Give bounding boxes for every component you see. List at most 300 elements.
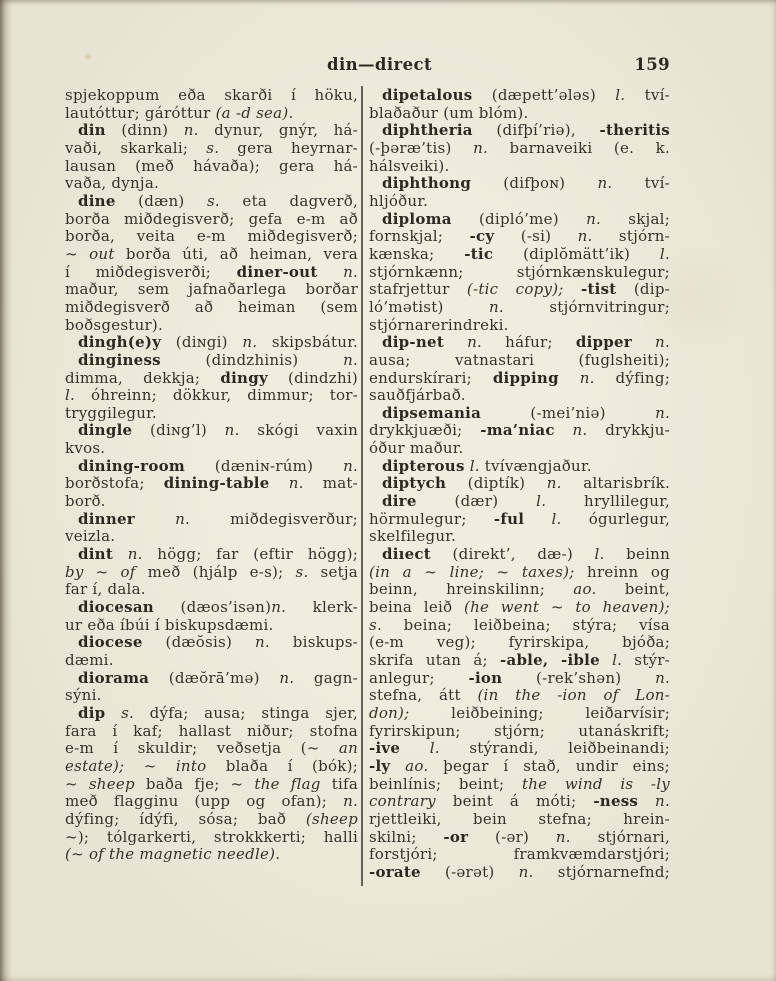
entry-text: biskups- [269, 633, 359, 652]
headword-text: diploma [382, 209, 452, 228]
entry-text: ausa; vatnastari (fuglsheiti); [369, 350, 670, 369]
text-line [65, 228, 358, 246]
headword-text: dining-room [78, 456, 185, 475]
entry-text: n. [343, 792, 358, 811]
entry-text: óhreinn; dökkur, dimmur; tor- [75, 386, 358, 405]
entry-text: sheep [88, 774, 135, 793]
entry-text: l. [469, 456, 480, 475]
text-line [65, 105, 358, 123]
entry-text [638, 792, 655, 810]
entry-text: n. [555, 827, 571, 846]
text-line [65, 617, 358, 635]
entry-text: out [89, 244, 115, 263]
entry-text: n. [242, 333, 258, 352]
headword-text: -cy [469, 227, 495, 246]
headword-text: diphthong [382, 174, 472, 193]
entry-text: (-ər) [468, 827, 556, 846]
dictionary-entry [65, 422, 358, 457]
entry-text: ~ [83, 562, 121, 581]
entry-text: stjórnvitringur; [503, 297, 671, 316]
page-header [65, 55, 670, 75]
entry-text: drykkjuæði; [369, 421, 481, 440]
entry-text: stjórnarnefnd; [533, 862, 670, 881]
text-line [65, 158, 358, 176]
dictionary-entry [65, 87, 358, 122]
entry-text: (difþí’riə), [472, 121, 600, 140]
dictionary-entry [369, 475, 670, 493]
text-line [369, 370, 670, 388]
entry-text: vaða, dynja. [65, 174, 160, 193]
dictionary-entry [369, 334, 670, 405]
headword-text: -orate [369, 862, 421, 881]
entry-text: beinlínis; beint; [369, 774, 522, 793]
text-line [65, 175, 358, 193]
entry-text: gera heyrnar- [219, 138, 358, 157]
entry-text: kænska; [369, 244, 465, 263]
entry-text: n. [473, 138, 489, 157]
entry-text: the flag [254, 774, 321, 793]
entry-text: (sheep [305, 809, 358, 828]
entry-text: ~ [65, 774, 89, 793]
entry-text: eta dagverð, [219, 191, 358, 210]
entry-text: l. [65, 386, 76, 405]
entry-text: n. [586, 209, 602, 228]
headword-text: diptych [382, 474, 447, 493]
entry-text: með (hjálp e-s); [135, 562, 296, 581]
entry-text: fara í kaf; hallast niður; stofna [65, 721, 358, 740]
entry-text: of [120, 562, 136, 581]
text-line [65, 652, 358, 670]
entry-text [600, 651, 612, 669]
entry-text: endurskírari; [369, 368, 493, 387]
entry-text: (diptík) [446, 474, 547, 493]
entry-text: hryllilegur, [546, 492, 670, 511]
text-line [369, 281, 670, 299]
text-line [369, 634, 670, 652]
entry-text [135, 510, 175, 528]
headword-text: -ive [369, 739, 401, 758]
entry-text: (dæpett’ələs) [472, 86, 616, 104]
text-line [65, 740, 358, 758]
text-line [369, 740, 670, 758]
text-line [369, 528, 670, 546]
text-line [65, 140, 358, 158]
dictionary-entry [65, 599, 358, 634]
text-line [65, 829, 358, 847]
entry-text: beint á móti; [435, 792, 594, 811]
entry-text: baða fje; ~ [134, 774, 255, 793]
text-line [369, 864, 670, 882]
entry-text: (-ərət) [420, 862, 519, 881]
text-line [369, 387, 670, 405]
text-line [65, 122, 358, 140]
text-line [369, 264, 670, 282]
text-line [65, 458, 358, 476]
entry-text: tví- [625, 86, 671, 104]
dictionary-entry [369, 458, 670, 476]
entry-text: ao. [573, 580, 597, 599]
entry-text: n. [288, 474, 304, 493]
text-line [369, 511, 670, 529]
entry-text: skjal; [601, 209, 670, 228]
headword-text: dipper [575, 333, 632, 352]
dictionary-entry [65, 546, 358, 599]
entry-text: kvos. [65, 439, 106, 458]
text-line [65, 264, 358, 282]
running-head-title: din—direct [327, 55, 432, 74]
dictionary-entry [65, 634, 358, 669]
dictionary-entry [65, 705, 358, 864]
entry-text: l. [536, 492, 547, 511]
entry-text [318, 263, 344, 281]
entry-text: ~ [124, 756, 176, 775]
text-line [369, 829, 670, 847]
dictionary-entry [369, 546, 670, 881]
headword-text: dingh(e)y [78, 333, 162, 352]
entry-text: contrary [369, 792, 436, 811]
entry-text: far í, dala. [65, 580, 146, 599]
text-line [369, 105, 670, 123]
headword-text: din [78, 121, 106, 140]
headword-text: -able, -ible [500, 651, 600, 669]
entry-text: n. [518, 862, 534, 881]
entry-text: e-m í skuldir; veðsetja (~ [65, 739, 339, 758]
text-line [369, 158, 670, 176]
headword-text: diocese [78, 633, 143, 652]
entry-text: fornskjal; [369, 227, 470, 246]
text-line [65, 317, 358, 335]
entry-text: drykkju- [587, 421, 670, 440]
entry-text: skilni; [369, 827, 444, 846]
entry-text: sýni. [65, 686, 102, 705]
text-line [369, 140, 670, 158]
text-line [369, 475, 670, 493]
page-edge-shadow [0, 0, 13, 981]
text-line [65, 670, 358, 688]
dictionary-entry [369, 87, 670, 122]
dictionary-entry [369, 175, 670, 210]
entry-text: n. [271, 598, 287, 617]
headword-text: dingy [220, 368, 268, 387]
entry-text: (dipló’me) [451, 209, 587, 228]
entry-text: s. [206, 138, 220, 157]
entry-text: dynur, gnýr, há- [198, 121, 358, 140]
text-line [369, 440, 670, 458]
entry-text: n. [343, 350, 358, 369]
text-line [65, 811, 358, 829]
text-line [65, 405, 358, 423]
text-line [369, 687, 670, 705]
dictionary-entry [65, 122, 358, 193]
text-line [65, 528, 358, 546]
entry-text [400, 739, 430, 757]
left-column [65, 87, 358, 864]
text-line [65, 776, 358, 794]
entry-text: með flagginu (upp og ofan); [65, 792, 344, 811]
headword-text: -ma’niac [480, 421, 555, 440]
entry-text: miðdegisverð að heiman (sem [65, 297, 358, 316]
entry-text: stýr- [622, 651, 670, 669]
entry-text [390, 757, 405, 775]
text-line [65, 581, 358, 599]
entry-text: skelfilegur. [369, 527, 457, 546]
entry-text: hljóður. [369, 191, 429, 210]
headword-text: dinginess [78, 350, 161, 369]
entry-text: dýfa; ausa; stinga sjer, [134, 703, 358, 722]
dictionary-entry [369, 493, 670, 546]
entry-text: stjórnari, [570, 827, 671, 846]
text-line [65, 387, 358, 405]
entry-text: n. [655, 403, 670, 422]
entry-text: l. [612, 651, 623, 669]
text-line [65, 705, 358, 723]
text-line [369, 458, 670, 476]
headword-text: diphtheria [382, 121, 473, 140]
entry-text: altarisbrík. [561, 474, 670, 493]
entry-text: stafrjettur [369, 280, 467, 299]
entry-text: dimma, dekkja; [65, 368, 221, 387]
entry-text: hörmulegur; [369, 509, 494, 528]
dictionary-entry [65, 458, 358, 511]
entry-text: lautóttur; gáróttur [65, 103, 216, 122]
text-line [65, 846, 358, 864]
dictionary-entry [369, 211, 670, 335]
text-line [369, 723, 670, 741]
entry-text: hreinn og [574, 562, 671, 581]
entry-text: (he went ~ to heaven); [463, 598, 670, 617]
entry-text: (-rek’shən) [502, 668, 656, 687]
headword-text: -tic [464, 244, 494, 263]
page-number: 159 [634, 55, 670, 74]
entry-text: borðstofa; [65, 474, 164, 493]
entry-text: sauðfjárbað. [369, 386, 466, 405]
entry-text: veizla. [65, 527, 116, 546]
entry-text: n. [467, 333, 483, 352]
entry-text: borð. [65, 492, 106, 511]
entry-text: n. [546, 474, 562, 493]
entry-text: tifa [320, 774, 359, 793]
entry-text: (dæn) [115, 191, 207, 210]
entry-text: an [338, 739, 358, 758]
entry-text: vaði, skarkali; [65, 138, 207, 157]
entry-text: (in the -ion of Lon- [477, 686, 670, 705]
entry-text: borða úti, að heiman, vera [114, 244, 358, 263]
entry-text: n. [655, 668, 670, 687]
text-line [65, 422, 358, 440]
entry-text: borða miðdegisverð; gefa e-m að [65, 209, 358, 228]
headword-text: diner-out [236, 262, 318, 281]
text-line [369, 352, 670, 370]
text-line [369, 422, 670, 440]
entry-text: fyrirskipun; stjórn; utanáskrift; [369, 721, 670, 740]
entry-text: miðdegisverður; [190, 509, 358, 528]
entry-text: (dip- [616, 280, 670, 299]
headword-text: diorama [78, 668, 150, 687]
text-line [369, 776, 670, 794]
entry-text: beinn, hreinskilinn; [369, 580, 574, 599]
entry-text: tvívængjaður. [479, 456, 592, 475]
text-line [65, 493, 358, 511]
entry-text: n. [597, 174, 613, 193]
entry-text: into [175, 756, 207, 775]
entry-text: forstjóri; framkvæmdarstjóri; [369, 845, 670, 864]
entry-text: ógurlegur, [561, 509, 670, 528]
entry-text: (diɴg’l) [132, 421, 225, 440]
text-line [65, 352, 358, 370]
entry-text: s. [295, 562, 309, 581]
text-line [369, 299, 670, 317]
entry-text: (-si) [494, 227, 578, 246]
text-line [369, 317, 670, 335]
text-line [65, 370, 358, 388]
text-line [369, 846, 670, 864]
entry-text: dýfing; [594, 368, 670, 387]
headword-text: dipetalous [382, 86, 473, 104]
text-line [369, 581, 670, 599]
entry-text: (direkt’, dæ-) [431, 545, 595, 564]
entry-text: by [65, 562, 84, 581]
text-line [369, 246, 670, 264]
text-line [65, 564, 358, 582]
entry-text: rjettleiki, bein stefna; hrein- [369, 809, 670, 828]
text-line [369, 211, 670, 229]
entry-text: klerk- [286, 598, 358, 617]
text-line [369, 670, 670, 688]
text-line [369, 175, 670, 193]
entry-text: n. [577, 227, 593, 246]
entry-text: s. [206, 191, 220, 210]
text-line [65, 193, 358, 211]
entry-text: (dær) [416, 492, 537, 511]
entry-text: n. [572, 421, 588, 440]
text-line [65, 87, 358, 105]
entry-text: (-tic copy); [466, 280, 564, 299]
headword-text: dint [78, 545, 114, 564]
entry-text: (dæos’isən) [153, 598, 272, 617]
text-line [65, 475, 358, 493]
headword-text: -tist [580, 280, 617, 299]
entry-text: l. [594, 545, 605, 564]
entry-text: tryggilegur. [65, 403, 157, 422]
entry-text: beina; leiðbeina; stýra; vísa [381, 615, 670, 634]
entry-text: högg; far (eftir högg); [142, 545, 358, 564]
headword-text: -ly [369, 756, 391, 775]
entry-text: (dæniɴ-rúm) [184, 456, 344, 475]
entry-text: l. [659, 244, 670, 263]
entry-text: (dinn) [105, 121, 184, 140]
entry-text [564, 280, 581, 298]
entry-text: í miðdegisverði; [65, 262, 237, 281]
text-line [369, 811, 670, 829]
entry-text: l. [429, 739, 440, 758]
text-line [369, 705, 670, 723]
entry-text: stefna, átt [369, 686, 478, 705]
entry-text: n. [254, 633, 270, 652]
entry-text: maður, sem jafnaðarlega borðar [65, 280, 358, 299]
entry-text: borða, veita e-m miðdegisverð; [65, 227, 358, 246]
text-line [369, 405, 670, 423]
text-line [65, 511, 358, 529]
entry-text: blaðaður (um blóm). [369, 103, 529, 122]
text-line [65, 246, 358, 264]
entry-text [105, 704, 121, 722]
entry-text: hálsveiki). [369, 156, 450, 175]
headword-text: dipterous [382, 456, 465, 475]
entry-text: (dindzhi) [267, 368, 359, 387]
entry-text: háfur; [482, 333, 576, 352]
headword-text: dinner [78, 509, 135, 528]
text-line [65, 211, 358, 229]
entry-text: the wind is -ly [521, 774, 670, 793]
entry-text: skrifa utan á; [369, 651, 500, 669]
entry-text: n. [655, 333, 670, 352]
text-line [65, 440, 358, 458]
entry-text: (e-m veg); fyrirskipa, bjóða; [369, 633, 670, 652]
headword-text: dipping [492, 368, 559, 387]
text-line [65, 599, 358, 617]
headword-text: -ion [468, 668, 503, 687]
entry-text: (difþoɴ) [471, 174, 598, 193]
text-line [369, 793, 670, 811]
entry-text: þegar í stað, undir eins; [428, 756, 670, 775]
entry-text: ur eða íbúi í biskupsdæmi. [65, 615, 274, 634]
entry-text: gagn- [294, 668, 358, 687]
entry-text: l. [615, 86, 626, 104]
entry-text: estate); [65, 756, 125, 775]
entry-text: spjekoppum eða skarði í höku, [65, 86, 358, 104]
text-line [369, 564, 670, 582]
entry-text: beinn [604, 545, 670, 564]
dictionary-entry [65, 334, 358, 352]
text-line [65, 546, 358, 564]
entry-text: tví- [612, 174, 671, 193]
entry-text: (-mei’niə) [481, 403, 656, 422]
headword-text: dire [382, 492, 417, 511]
entry-text [270, 474, 289, 492]
entry-text: dýfing; ídýfi, sósa; bað [65, 809, 306, 828]
entry-text: leiðbeining; leiðarvísir; [409, 703, 670, 722]
entry-text: n. [175, 509, 191, 528]
headword-text: diocesan [78, 598, 154, 617]
headword-text: -ful [493, 509, 525, 528]
entry-text: l. [551, 509, 562, 528]
headword-text: diıect [382, 545, 431, 564]
entry-text: blaða í (bók); [206, 756, 358, 775]
text-line [369, 546, 670, 564]
entry-text [555, 421, 573, 439]
text-line [65, 634, 358, 652]
entry-text: n. [127, 545, 143, 564]
entry-text: n. [224, 421, 240, 440]
entry-text: stjórn- [592, 227, 670, 246]
entry-text: stýrandi, leiðbeinandi; [439, 739, 670, 758]
headword-text: -ness [593, 792, 639, 811]
entry-text: ló’mətist) [369, 297, 490, 316]
headword-text: dine [78, 191, 116, 210]
text-line [369, 493, 670, 511]
headword-text: -theritis [599, 121, 670, 140]
entry-text: óður maður. [369, 439, 464, 458]
entry-text: dæmi. [65, 651, 114, 669]
entry-text: setja [308, 562, 359, 581]
entry-text: n. [579, 368, 595, 387]
text-line [65, 334, 358, 352]
entry-text: lausan (með hávaða); gera há- [65, 156, 358, 175]
text-line [369, 758, 670, 776]
text-line [65, 299, 358, 317]
text-line [369, 652, 670, 670]
text-line [65, 793, 358, 811]
